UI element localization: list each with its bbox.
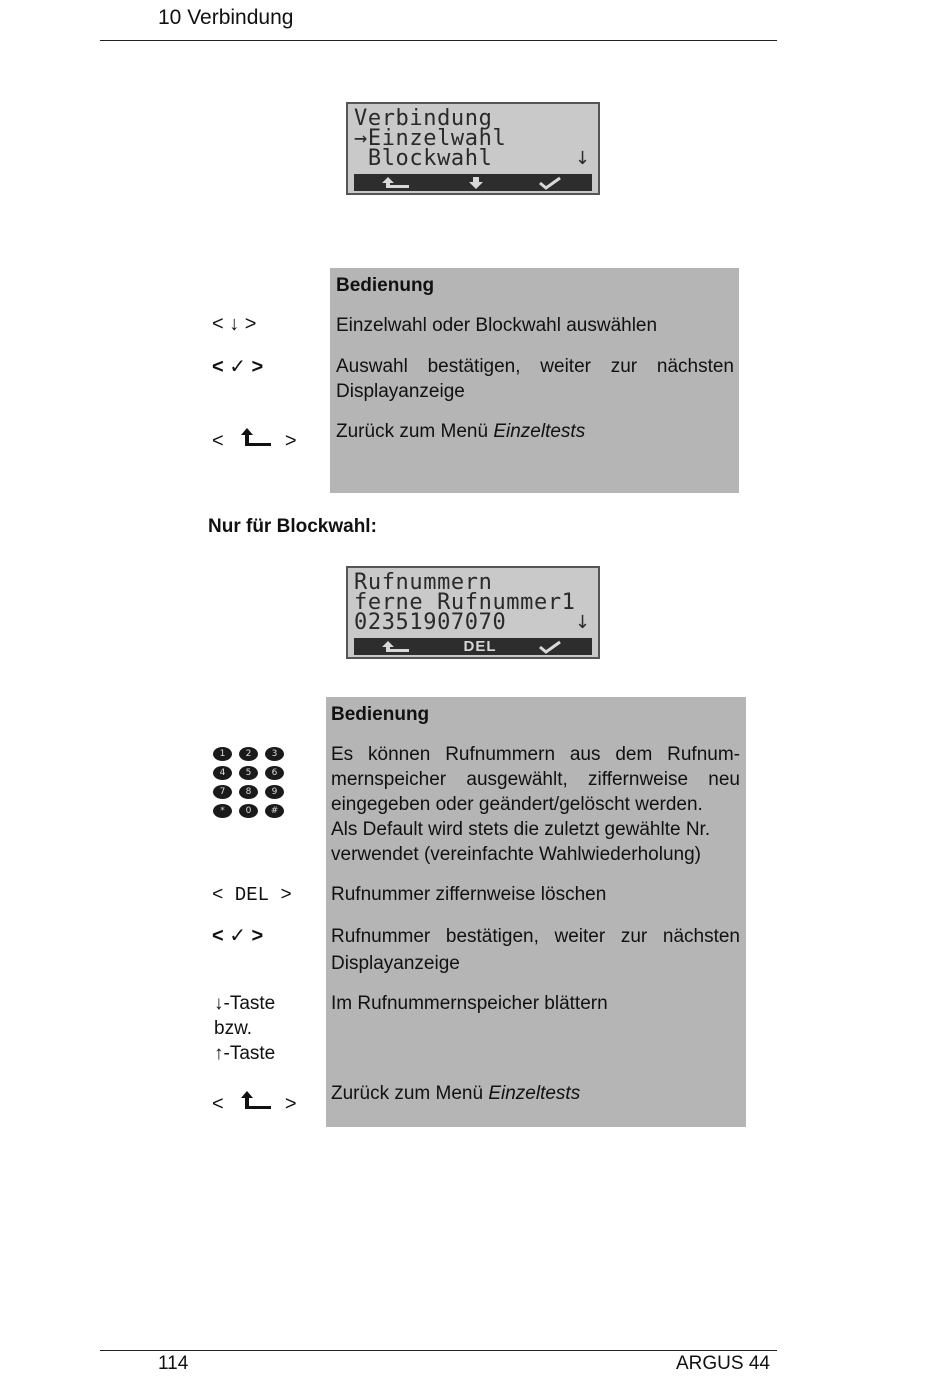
key-return bbox=[212, 427, 297, 453]
instruction-text: Auswahl bestätigen, weiter zur nächsten Displayanzeige bbox=[336, 356, 734, 402]
key-confirm: < ✓ > bbox=[212, 356, 264, 378]
instruction-text: Im Rufnummernspeicher blättern bbox=[331, 993, 608, 1014]
text-prefix: Zurück zum Menü bbox=[336, 421, 494, 442]
keypad-icon bbox=[213, 747, 287, 821]
key-return bbox=[212, 1090, 297, 1116]
return-icon[interactable] bbox=[376, 638, 416, 655]
lcd-display-rufnummern bbox=[346, 566, 600, 659]
lcd-line-2: ferne Rufnummer1 bbox=[354, 590, 576, 615]
lcd-line-3: 02351907070 bbox=[354, 610, 507, 635]
scroll-down-icon: ↓ bbox=[574, 148, 590, 169]
softkey-bar bbox=[354, 638, 592, 655]
keypad-key: 5 bbox=[239, 766, 258, 780]
keypad-key: 9 bbox=[265, 785, 284, 799]
key-bracket: < bbox=[212, 1093, 224, 1115]
page-number: 114 bbox=[158, 1353, 189, 1374]
keypad-key: 8 bbox=[239, 785, 258, 799]
key-confirm: < ✓ > bbox=[212, 925, 264, 947]
keypad-key: 2 bbox=[239, 747, 258, 761]
del-label: DEL bbox=[463, 638, 497, 655]
instruction-text bbox=[331, 1081, 740, 1106]
check-icon[interactable] bbox=[530, 638, 570, 655]
keypad-key: 1 bbox=[213, 747, 232, 761]
return-icon[interactable] bbox=[376, 174, 416, 191]
check-icon[interactable] bbox=[530, 174, 570, 191]
keypad-key: * bbox=[213, 804, 232, 818]
key-del: < DEL > bbox=[212, 884, 292, 906]
key-down: < ↓ > bbox=[212, 313, 257, 335]
instruction-text: Rufnummer bestätigen, weiter zur nächsten Displayanzeige bbox=[331, 926, 740, 974]
key-scroll bbox=[214, 991, 275, 1066]
panel-heading: Bedienung bbox=[336, 275, 435, 296]
section-subheading: Nur für Blockwahl: bbox=[208, 516, 377, 537]
lcd-line-3: Blockwahl bbox=[354, 146, 493, 171]
chapter-title: 10 Verbindung bbox=[158, 6, 294, 29]
panel-heading: Bedienung bbox=[331, 704, 430, 725]
keypad-key: # bbox=[265, 804, 284, 818]
instruction-text: Rufnummer ziffernweise löschen bbox=[331, 884, 607, 905]
key-bracket: > bbox=[284, 1093, 297, 1115]
footer-rule bbox=[100, 1350, 777, 1351]
text-prefix: Zurück zum Menü bbox=[331, 1083, 489, 1104]
down-arrow-icon[interactable] bbox=[456, 174, 496, 191]
key-bracket: > bbox=[284, 430, 297, 452]
menu-name: Einzeltests bbox=[493, 421, 586, 442]
key-bracket: < bbox=[212, 430, 224, 452]
key-up-label: ↑-Taste bbox=[214, 1043, 276, 1064]
scroll-down-icon: ↓ bbox=[574, 612, 590, 633]
lcd-display-verbindung bbox=[346, 102, 600, 195]
return-icon bbox=[239, 427, 275, 449]
lcd-line-1: Verbindung bbox=[354, 106, 493, 131]
instruction-text: Als Default wird stets die zuletzt gewählte Nr. verwendet (vereinfachte Wahlwiederholung) bbox=[331, 819, 711, 865]
menu-name: Einzeltests bbox=[488, 1083, 581, 1104]
instruction-text bbox=[336, 419, 736, 444]
product-name: ARGUS 44 bbox=[676, 1353, 770, 1374]
lcd-line-2: →Einzelwahl bbox=[354, 126, 507, 151]
keypad-key: 7 bbox=[213, 785, 232, 799]
instruction-text: Es können Rufnummern aus dem Rufnum-mernspeicher ausgewählt, ziffernweise neu eingegeben oder geändert/gelöscht werden. bbox=[331, 744, 740, 815]
key-down-label: ↓-Taste bbox=[214, 993, 276, 1014]
softkey-bar bbox=[354, 174, 592, 191]
instruction-text: Einzelwahl oder Blockwahl auswählen bbox=[336, 315, 658, 336]
keypad-key: 3 bbox=[265, 747, 284, 761]
header-rule bbox=[100, 40, 777, 41]
del-softkey[interactable] bbox=[454, 638, 506, 655]
key-or-label: bzw. bbox=[214, 1018, 253, 1039]
keypad-key: 0 bbox=[239, 804, 258, 818]
lcd-line-1: Rufnummern bbox=[354, 570, 493, 595]
return-icon bbox=[239, 1090, 275, 1112]
keypad-key: 6 bbox=[265, 766, 284, 780]
keypad-key: 4 bbox=[213, 766, 232, 780]
